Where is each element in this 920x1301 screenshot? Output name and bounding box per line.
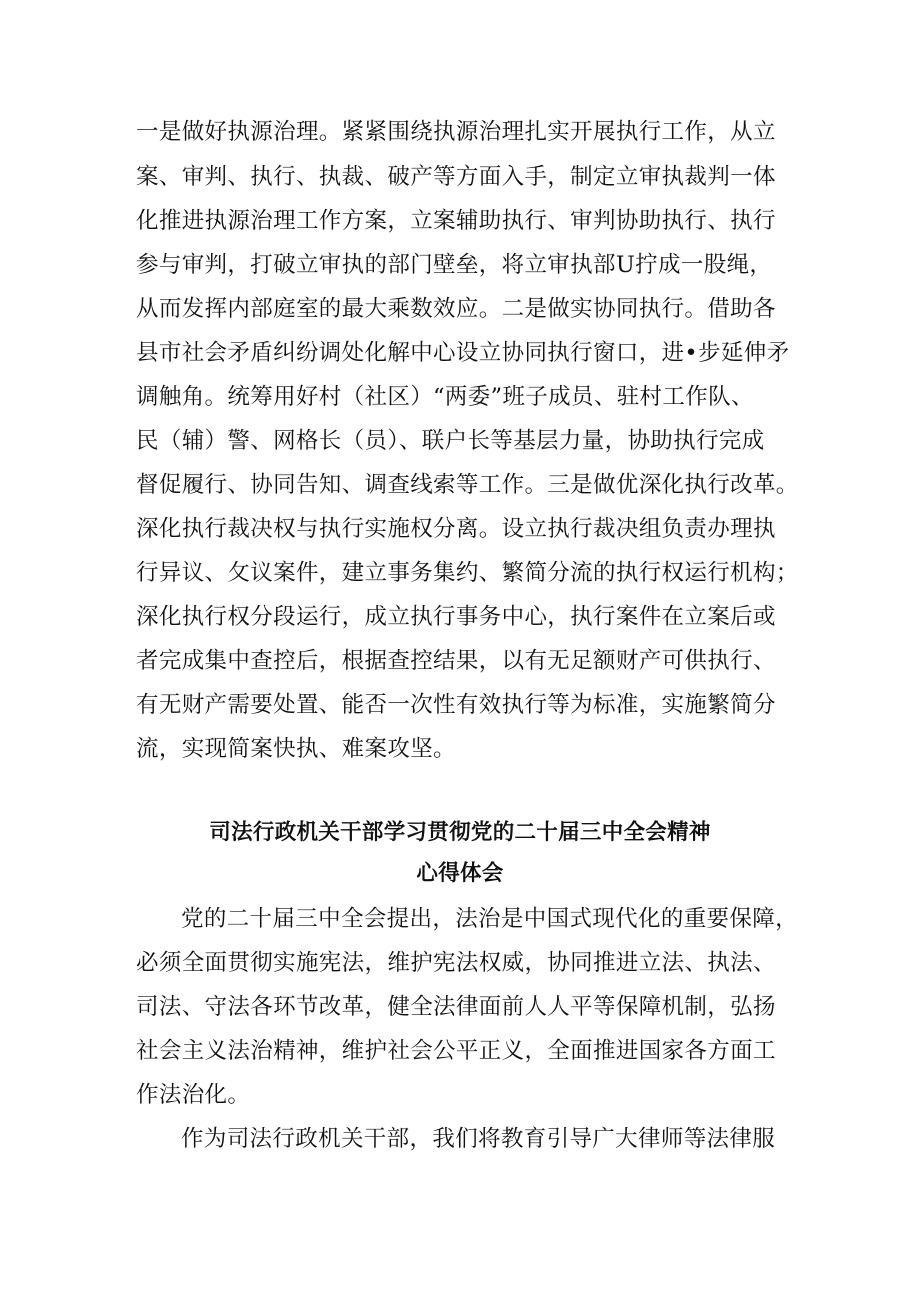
text-line: 案、审判、执行、执裁、破产等方面入手，制定立审执裁判一体: [136, 164, 776, 190]
text-line: 社会主义法治精神，维护社会公平正义，全面推进国家各方面工: [136, 1038, 776, 1064]
text-line: 民（辅）警、网格长（员）、联户长等基层力量，协助执行完成: [136, 428, 765, 454]
text-line: 参与审判，打破立审执的部门壁垒，将立审执部U拧成一股绳，: [136, 252, 773, 278]
text-line: 有无财产需要处置、能否一次性有效执行等为标准，实施繁简分: [136, 692, 776, 718]
text-line: 司法、守法各环节改革，健全法律面前人人平等保障机制，弘扬: [136, 994, 776, 1020]
text-line: 县市社会矛盾纠纷调处化解中心设立协同执行窗口，进•步延伸矛: [136, 340, 790, 366]
text-line: 一是做好执源治理。紧紧围绕执源治理扎实开展执行工作，从立: [136, 119, 776, 145]
text-line: 深化执行权分段运行，成立执行事务中心，执行案件在立案后或: [136, 604, 776, 630]
text-line: 者完成集中查控后，根据查控结果，以有无足额财产可供执行、: [136, 648, 776, 674]
text-line: 化推进执源治理工作方案，立案辅助执行、审判协助执行、执行: [136, 208, 776, 234]
text-line: 作法治化。: [136, 1082, 251, 1108]
text-line: 必须全面贯彻实施宪法，维护宪法权威，协同推进立法、执法、: [136, 950, 776, 976]
article-title: 司法行政机关干部学习贯彻党的二十届三中全会精神: [209, 820, 711, 845]
text-line: 从而发挥内部庭室的最大乘数效应。二是做实协同执行。借助各: [136, 296, 776, 322]
text-line: 调触角。统筹用好村（社区）“两委”班子成员、驻村工作队、: [136, 384, 754, 410]
paragraph-first-line: 作为司法行政机关干部，我们将教育引导广大律师等法律服: [181, 1126, 776, 1152]
text-line: 督促履行、协同告知、调查线索等工作。三是做优深化执行改革。: [136, 472, 799, 498]
paragraph-first-line: 党的二十届三中全会提出，法治是中国式现代化的重要保障，: [181, 906, 798, 932]
text-line: 流，实现简案快执、难案攻坚。: [136, 736, 456, 762]
text-line: 深化执行裁决权与执行实施权分离。设立执行裁决组负责办理执: [136, 516, 776, 542]
text-line: 行异议、攵议案件，建立事务集约、繁简分流的执行权运行机构；: [136, 560, 799, 586]
article-subtitle: 心得体会: [416, 861, 504, 886]
